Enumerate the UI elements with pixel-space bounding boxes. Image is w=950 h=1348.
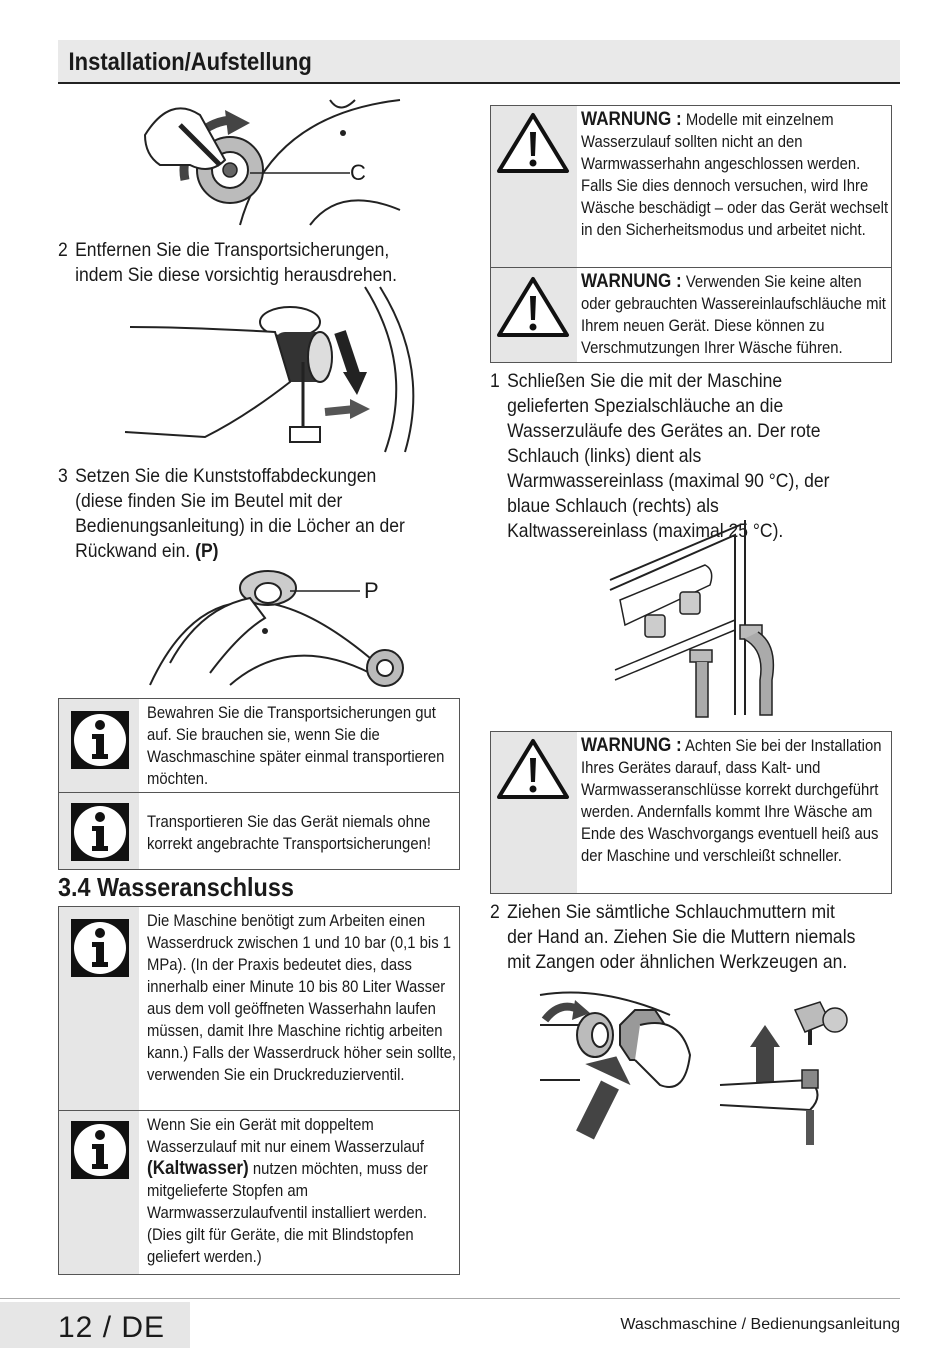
info-text: Die Maschine benötigt zum Arbeiten einen Wasserdruck zwischen 1 und 10 bar (0,1 bis 1 MPa). (In der Praxis bedeutet dies, dass innerhalb einer Minute 10 bis 80 Liter Wasser aus dem voll geöffneten Wasserhahn laufen müssen, damit Ihre Maschine richtig arbeiten kann.) Falls der Wasserdruck höher sein sollte, verwenden Sie ein Druckreduzierventil. <box>147 912 456 1084</box>
warning-body: Modelle mit einzelnem Wasserzulauf sollten nicht an den Warmwasserhahn angeschlossen werden. Falls Sie dies dennoch versuchen, wird Ihre Wäsche beschädigt – oder das Gerät wechselt in den Sicherheitsmodus und arbeitet nicht. <box>581 111 889 239</box>
left-step-2 <box>58 238 458 288</box>
warning-text <box>581 109 892 241</box>
cap-label-p: P <box>364 578 379 603</box>
info-box-water-pressure <box>58 906 460 1111</box>
info-text-pre: Wenn Sie ein Gerät mit doppeltem Wasserzulauf mit nur einem Wasserzulauf <box>147 1116 425 1156</box>
warning-box-old-hoses <box>490 267 892 363</box>
step-text-bold: (P) <box>195 540 219 562</box>
info-icon-cell <box>59 907 139 1110</box>
right-step-1 <box>490 369 900 544</box>
step-number: 3 <box>58 465 68 487</box>
step-text: Ziehen Sie sämtliche Schlauchmuttern mit der Hand an. Ziehen Sie die Muttern niemals mit Zangen oder ähnlichen Werkzeugen an. <box>507 901 856 973</box>
warning-box-single-inlet <box>490 105 892 268</box>
step-number: 1 <box>490 370 500 392</box>
warning-body: Verwenden Sie keine alten oder gebrauchten Wassereinlaufschläuche mit Ihrem neuen Gerät. Diese können zu Verschmutzungen Ihrer Wäsche führen. <box>581 273 886 357</box>
page-number-block <box>0 1302 190 1348</box>
info-box-keep-bolts <box>58 698 460 793</box>
info-box-single-inlet <box>58 1110 460 1275</box>
info-icon <box>71 919 129 977</box>
page-header <box>58 40 900 84</box>
info-icon <box>71 711 129 769</box>
warning-icon <box>496 738 570 800</box>
info-icon-cell <box>59 699 139 792</box>
section-title: 3.4 Wasseranschluss <box>58 872 294 902</box>
info-text: Transportieren Sie das Gerät niemals ohne korrekt angebrachte Transportsicherungen! <box>147 813 431 853</box>
warning-text <box>581 735 892 867</box>
warning-label: WARNUNG : <box>581 271 682 292</box>
info-icon <box>71 1121 129 1179</box>
footer-divider <box>0 1298 900 1299</box>
water-inlet-illustration <box>610 520 785 720</box>
left-step-3 <box>58 464 458 564</box>
info-text: Bewahren Sie die Transportsicherungen gut auf. Sie brauchen sie, wenn Sie die Waschmaschine später einmal transportieren möchten. <box>147 704 445 788</box>
warning-icon-cell <box>491 268 577 362</box>
info-text <box>147 1114 458 1268</box>
right-step-2 <box>490 900 900 975</box>
page-number: 12 / DE <box>58 1311 166 1344</box>
step-number: 2 <box>58 239 68 261</box>
warning-text <box>581 271 892 359</box>
document-title: Waschmaschine / Bedienungsanleitung <box>620 1316 900 1333</box>
hose-tighten-illustration <box>540 985 860 1145</box>
info-icon-cell <box>59 1111 139 1274</box>
bolt-label-c: C <box>350 160 366 185</box>
step-text: Entfernen Sie die Transportsicherungen, indem Sie diese vorsichtig herausdrehen. <box>75 239 398 286</box>
warning-label: WARNUNG : <box>581 735 682 756</box>
info-text-post: nutzen möchten, muss der mitgelieferte Stopfen am Warmwasserzulaufventil installiert werden. (Dies gilt für Geräte, die mit Blindstopfen geliefert werden.) <box>147 1160 428 1266</box>
info-text-bold: (Kaltwasser) <box>147 1158 249 1179</box>
step-text <box>75 464 418 564</box>
warning-label: WARNUNG : <box>581 109 682 130</box>
step-text-main: Setzen Sie die Kunststoffabdeckungen (diese finden Sie im Beutel mit der Bedienungsanleitung) in die Löcher an der Rückwand ein. <box>75 465 405 562</box>
page-title: Installation/Aufstellung <box>68 48 312 76</box>
warning-body: Achten Sie bei der Installation Ihres Gerätes darauf, dass Kalt- und Warmwasseranschlüsse korrekt durchgeführt werden. Andernfalls kommt Ihre Wäsche am Ende des Waschvorgangs eventuell heiß aus der Maschine und verschleißt schneller. <box>581 737 882 865</box>
warning-icon-cell <box>491 106 577 267</box>
info-icon <box>71 803 129 861</box>
unscrew-illustration <box>125 287 445 457</box>
info-icon-cell <box>59 793 139 869</box>
step-number: 2 <box>490 901 500 923</box>
info-box-transport <box>58 792 460 870</box>
warning-icon <box>496 112 570 174</box>
transport-bolt-illustration <box>140 95 440 230</box>
step-text: Schließen Sie die mit der Maschine gelieferten Spezialschläuche an die Wasserzuläufe des Gerätes an. Der rote Schlauch (links) dient als Warmwassereinlass (maximal 90 °C), der blaue Schlauch (rechts) als Kaltwassereinlass (maximal 25 °C). <box>507 370 830 542</box>
warning-icon <box>496 276 570 338</box>
warning-icon-cell <box>491 732 577 893</box>
warning-box-hot-cold <box>490 731 892 894</box>
